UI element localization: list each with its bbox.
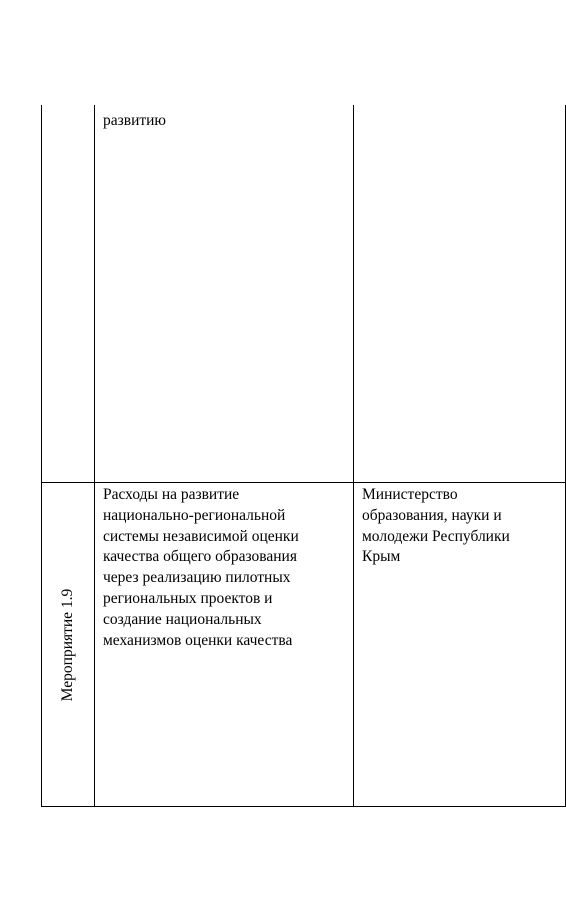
table-cell-description-continued: развитию [103,112,167,129]
event-number-label: Мероприятие 1.9 [58,588,76,702]
table-cell-responsible: Министерство образования, науки и молодежи Республики Крым [362,486,510,566]
table-cell-event-number [41,483,94,807]
table-row-separator [41,482,566,483]
table-cell-description: Расходы на развитие национально-региональной системы независимой оценки качества общего образования через реализацию пилотных региональных проектов и создание национальных механизмов оценки качества [103,486,299,649]
table-border-col2 [353,105,354,807]
table-border-bottom [41,806,566,807]
table-border-col1 [94,105,95,807]
